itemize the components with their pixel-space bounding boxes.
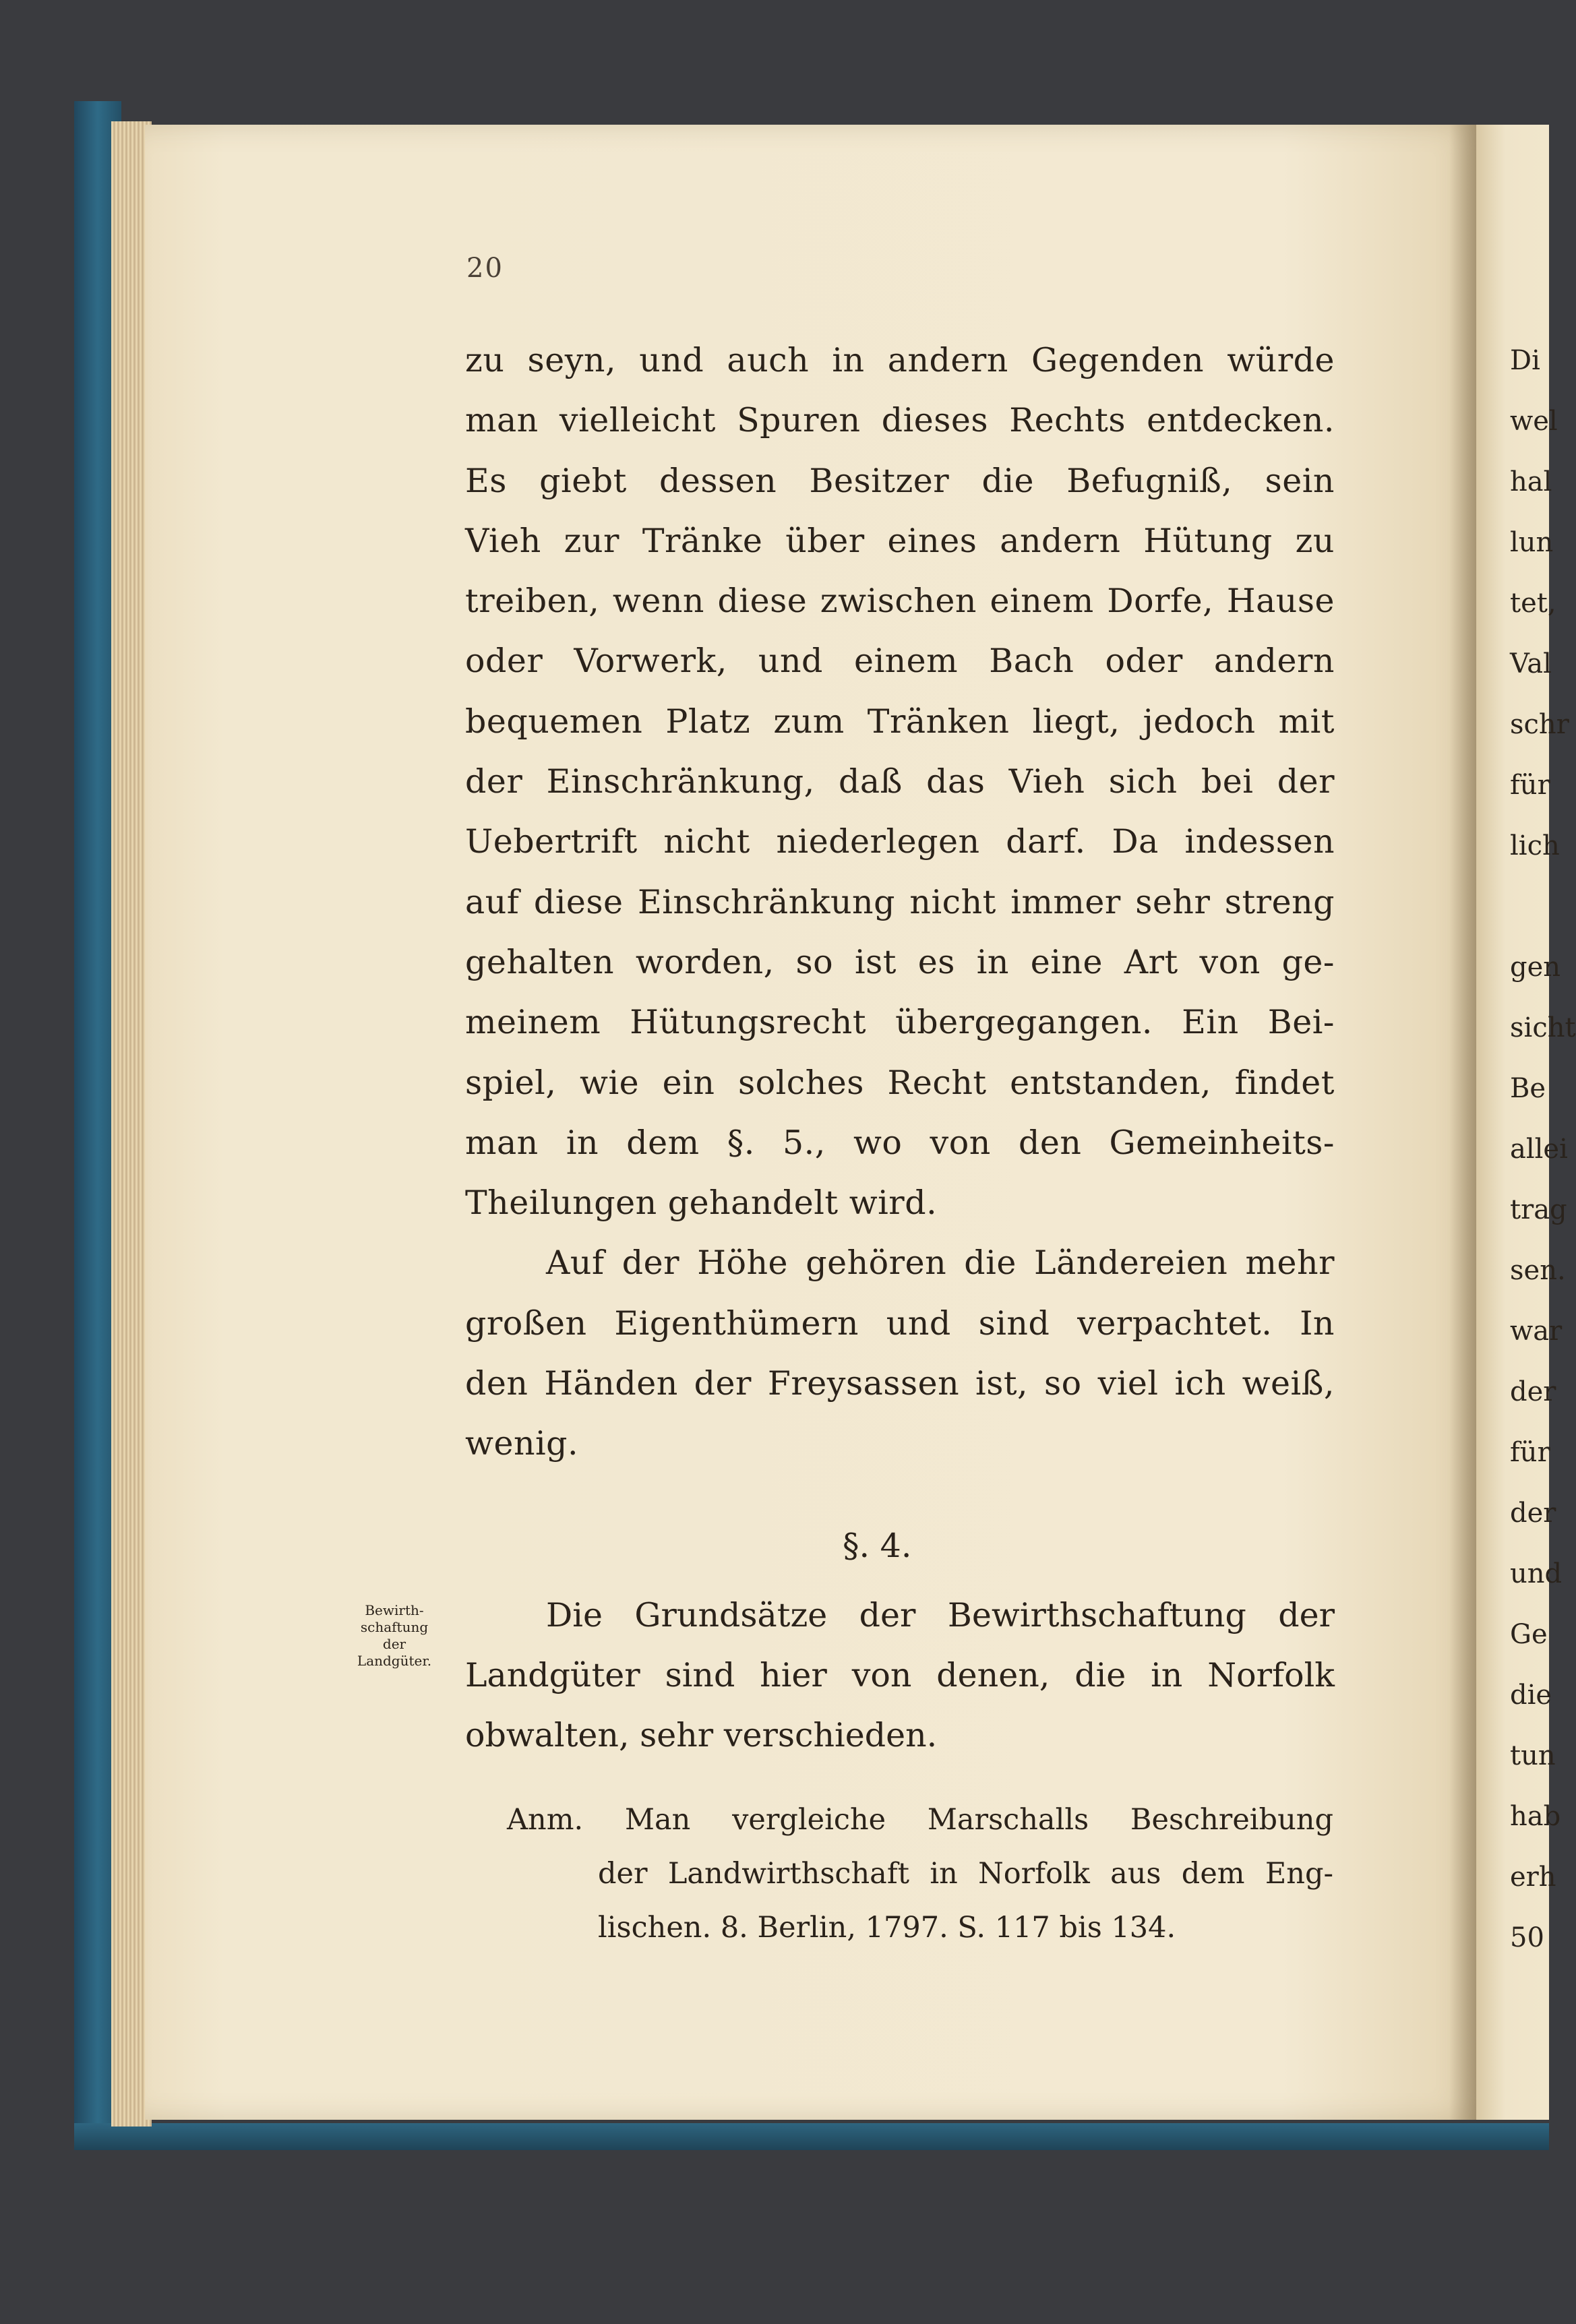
book-gutter <box>1449 125 1476 2120</box>
fragment-line: Val <box>1510 648 1552 679</box>
fragment-line: und <box>1510 1558 1563 1589</box>
text-line: Vieh zur Tränke über eines andern Hütung zu <box>465 521 1335 560</box>
text-line: bequemen Platz zum Tränken liegt, jedoch mit <box>465 702 1335 741</box>
fragment-line: der <box>1510 1498 1556 1529</box>
section-heading: §. 4. <box>843 1527 912 1565</box>
fragment-line <box>1510 876 1549 937</box>
marginal-note-line: Landgüter. <box>357 1653 432 1669</box>
text-line: Auf der Höhe gehören die Ländereien mehr <box>546 1244 1335 1283</box>
text-line: auf diese Einschränkung nicht immer sehr streng <box>465 882 1335 921</box>
text-line: man in dem §. 5., wo von den Gemeinheits- <box>465 1123 1335 1162</box>
text-line: großen Eigenthümern und sind verpachtet. In <box>465 1304 1335 1343</box>
text-line: wenig. <box>465 1424 579 1463</box>
page-number: 20 <box>466 253 504 284</box>
marginal-note-line: schaftung <box>360 1619 429 1635</box>
text-line: Die Grundsätze der Bewirthschaftung der <box>546 1596 1335 1634</box>
fragment-line: sen. <box>1510 1255 1566 1286</box>
fragment-line: hab <box>1510 1801 1561 1832</box>
text-line: Landgüter sind hier von denen, die in Norfolk <box>465 1656 1335 1694</box>
fragment-line: für <box>1510 1437 1550 1468</box>
text-line: Es giebt dessen Besitzer die Befugniß, sein <box>465 461 1335 500</box>
text-line: man vielleicht Spuren dieses Rechts entdecken. <box>465 401 1335 440</box>
note-line: der Landwirthschaft in Norfolk aus dem Eng- <box>598 1857 1333 1891</box>
right-page-fragments <box>1510 330 1576 1968</box>
text-line: treiben, wenn diese zwischen einem Dorfe, Hause <box>465 582 1335 621</box>
text-line: den Händen der Freysassen ist, so viel ich weiß, <box>465 1364 1335 1403</box>
fragment-line: der <box>1510 1376 1556 1407</box>
fragment-line: die <box>1510 1680 1552 1711</box>
marginal-note-line: Bewirth- <box>365 1602 424 1618</box>
fragment-line: Di <box>1510 345 1540 376</box>
footnote <box>507 1793 1333 1955</box>
fragment-line: erh <box>1510 1862 1556 1893</box>
text-line: Uebertrift nicht niederlegen darf. Da indessen <box>465 822 1335 861</box>
fragment-line: lich <box>1510 830 1560 861</box>
text-line: meinem Hütungsrecht übergegangen. Ein Bei- <box>465 1003 1335 1042</box>
text-line: der Einschränkung, daß das Vieh sich bei der <box>465 762 1335 801</box>
fragment-line: lun <box>1510 527 1554 558</box>
marginal-note <box>317 1602 472 1670</box>
fragment-line: trag <box>1510 1194 1567 1225</box>
text-line: gehalten worden, so ist es in eine Art von ge- <box>465 942 1335 981</box>
fragment-line: 50 <box>1510 1922 1544 1953</box>
fragment-line: tun <box>1510 1740 1556 1771</box>
fragment-line: Ge <box>1510 1619 1548 1650</box>
fragment-line: gen <box>1510 952 1561 983</box>
fragment-line: sicht <box>1510 1012 1576 1043</box>
fragment-line: wel <box>1510 406 1558 437</box>
fragment-line: tet, <box>1510 588 1556 619</box>
text-line: zu seyn, und auch in andern Gegenden würde <box>465 341 1335 379</box>
text-line: Theilungen gehandelt wird. <box>465 1184 938 1223</box>
marginal-note-line: der <box>382 1636 406 1652</box>
text-line: oder Vorwerk, und einem Bach oder andern <box>465 642 1335 681</box>
paragraph-2 <box>465 1585 1335 1765</box>
fragment-line: schr <box>1510 709 1569 740</box>
text-line: spiel, wie ein solches Recht entstanden, findet <box>465 1063 1335 1102</box>
book-cover-bottom <box>74 2123 1549 2150</box>
fragment-line: Be <box>1510 1073 1546 1104</box>
body-text <box>465 330 1335 1474</box>
note-line: lischen. 8. Berlin, 1797. S. 117 bis 134. <box>598 1911 1176 1945</box>
text-line: obwalten, sehr verschieden. <box>465 1716 938 1754</box>
fragment-line: allei <box>1510 1134 1568 1165</box>
fragment-line: hal <box>1510 466 1552 497</box>
fragment-line: für <box>1510 770 1550 801</box>
note-line: Anm. Man vergleiche Marschalls Beschreibung <box>507 1803 1333 1837</box>
fragment-line: war <box>1510 1316 1563 1347</box>
